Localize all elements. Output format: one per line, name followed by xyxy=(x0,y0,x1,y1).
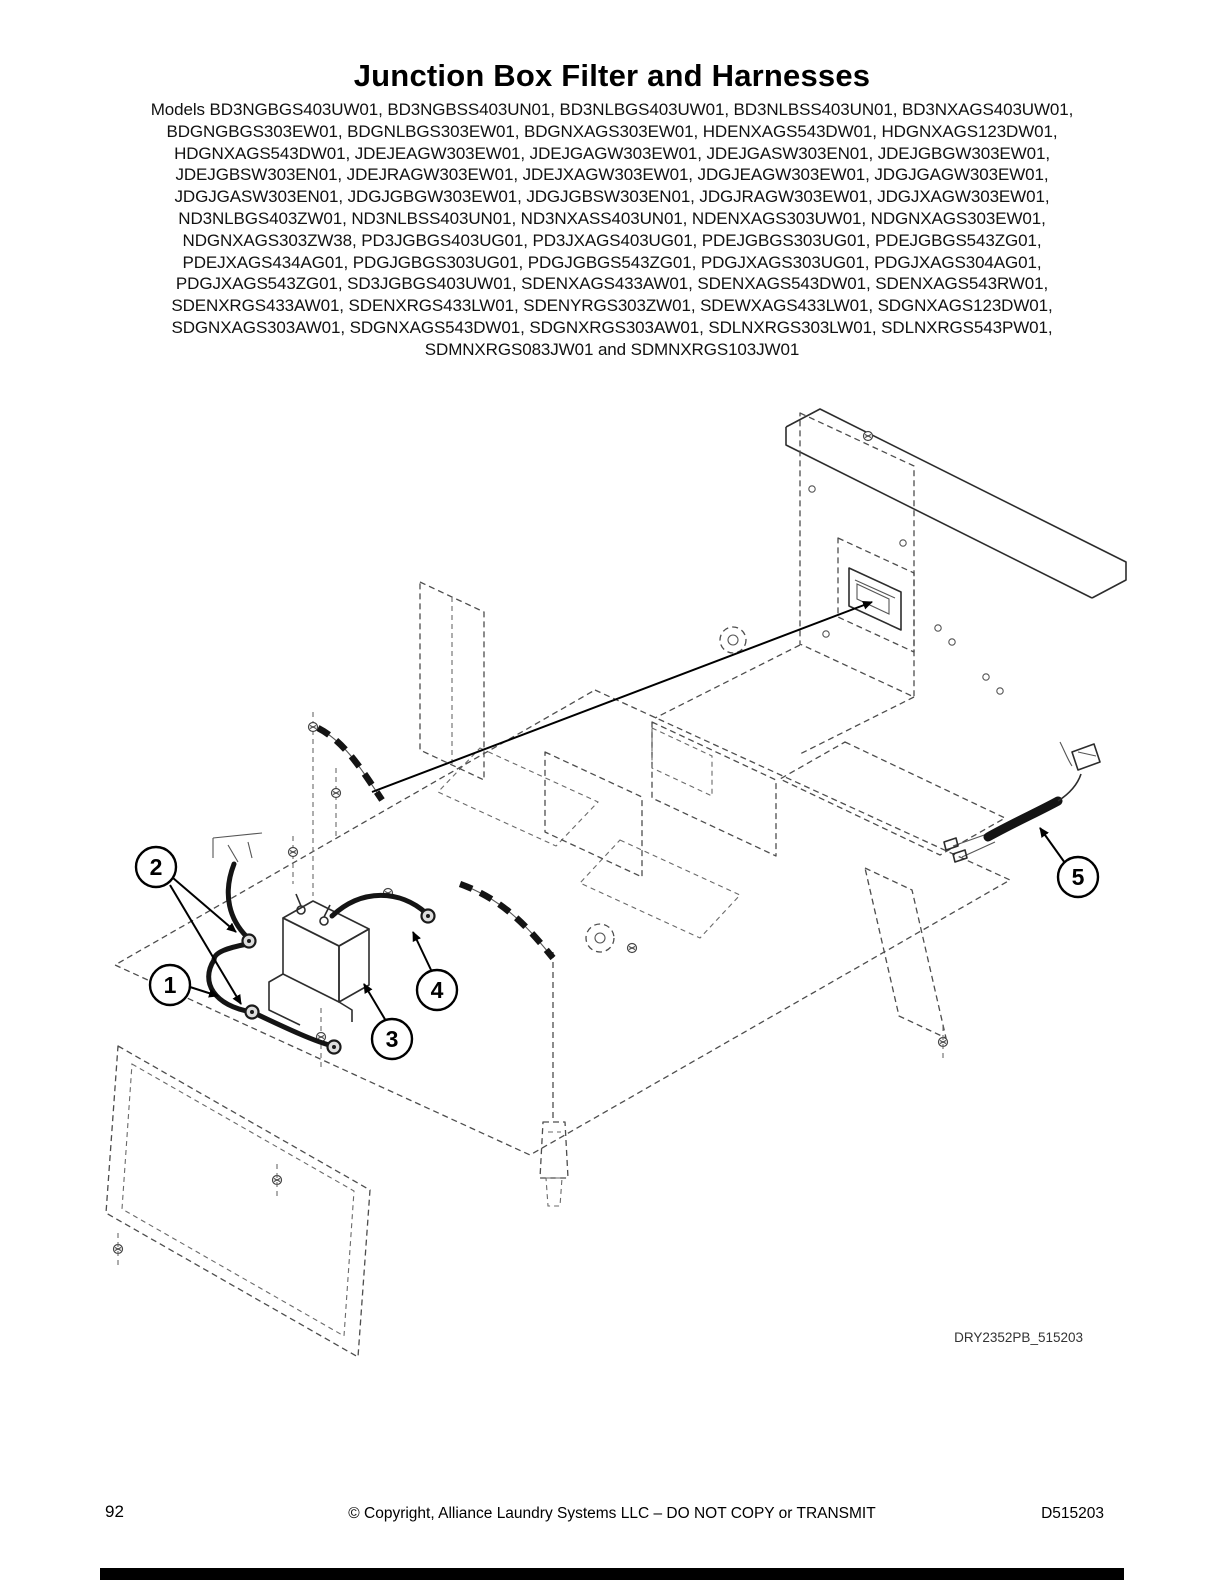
model-list-line: Models BD3NGBGS403UW01, BD3NGBSS403UN01, BD3NLBGS403UW01, BD3NLBSS403UN01, BD3NXAGS403UW01, xyxy=(150,100,1074,119)
model-list-line: SDMNXRGS083JW01 and SDMNXRGS103JW01 xyxy=(424,339,800,359)
callout-2 xyxy=(136,847,176,887)
model-list-line: SDENXRGS433AW01, SDENXRGS433LW01, SDENYRGS303ZW01, SDEWXAGS433LW01, SDGNXAGS123DW01, xyxy=(171,296,1053,316)
model-list-line: JDEJGBSW303EN01, JDEJRAGW303EW01, JDEJXAGW303EW01, JDGJEAGW303EW01, JDGJGAGW303EW01, xyxy=(175,165,1049,185)
front-panel-drawing xyxy=(106,1046,370,1357)
callout-4-number: 4 xyxy=(430,977,444,1003)
models-list xyxy=(77,99,1147,361)
parts-diagram xyxy=(0,390,1224,1380)
callout-4 xyxy=(417,970,457,1010)
junction-box-filter-drawing xyxy=(269,712,393,1070)
callout-5 xyxy=(1058,857,1098,897)
callouts xyxy=(136,602,1098,1059)
figure-reference: DRY2352PB_515203 xyxy=(954,1330,1083,1345)
model-list-line: ND3NLBGS403ZW01, ND3NLBSS403UN01, ND3NXASS403UN01, NDENXAGS303UW01, NDGNXAGS303EW01, xyxy=(178,208,1046,228)
model-list-line: PDGJXAGS543ZG01, SD3JGBGS403UW01, SDENXAGS433AW01, SDENXAGS543DW01, SDENXAGS543RW01, xyxy=(175,274,1049,294)
footer-rule xyxy=(100,1568,1124,1580)
page-title: Junction Box Filter and Harnesses xyxy=(353,58,871,93)
callout-3-number: 3 xyxy=(385,1026,399,1052)
cabinet-rear-assembly-drawing xyxy=(655,409,1126,855)
callout-2-number: 2 xyxy=(149,854,163,880)
footer-copyright: © Copyright, Alliance Laundry Systems LLC – DO NOT COPY or TRANSMIT xyxy=(348,1505,876,1522)
model-list-line: NDGNXAGS303ZW38, PD3JGBGS403UG01, PD3JXAGS403UG01, PDEJGBGS303UG01, PDEJGBGS543ZG01, xyxy=(182,230,1042,250)
model-list-line: HDGNXAGS543DW01, JDEJEAGW303EW01, JDEJGAGW303EW01, JDEJGASW303EN01, JDEJGBGW303EW01, xyxy=(174,143,1050,163)
callout-5-number: 5 xyxy=(1071,864,1085,890)
model-list-line: SDGNXAGS303AW01, SDGNXAGS543DW01, SDGNXRGS303AW01, SDLNXRGS303LW01, SDLNXRGS543PW01, xyxy=(171,317,1053,337)
model-list-line: JDGJGASW303EN01, JDGJGBGW303EW01, JDGJGBSW303EN01, JDGJRAGW303EW01, JDGJXAGW303EW01, xyxy=(174,187,1050,207)
footer-doc-number: D515203 xyxy=(1041,1505,1104,1522)
callout-1 xyxy=(150,965,190,1005)
model-list-line: PDEJXAGS434AG01, PDGJGBGS303UG01, PDGJGBGS543ZG01, PDGJXAGS303UG01, PDGJXAGS304AG01, xyxy=(182,252,1042,272)
model-list-line: BDGNGBGS303EW01, BDGNLBGS303EW01, BDGNXAGS303EW01, HDENXAGS543DW01, HDGNXAGS123DW01, xyxy=(166,121,1058,141)
cabinet-base-drawing xyxy=(115,582,1010,1206)
callout-3 xyxy=(372,1019,412,1059)
callout-1-number: 1 xyxy=(163,972,177,998)
pointer-line-to-terminal-block xyxy=(372,602,872,792)
footer-page-number: 92 xyxy=(105,1502,124,1521)
